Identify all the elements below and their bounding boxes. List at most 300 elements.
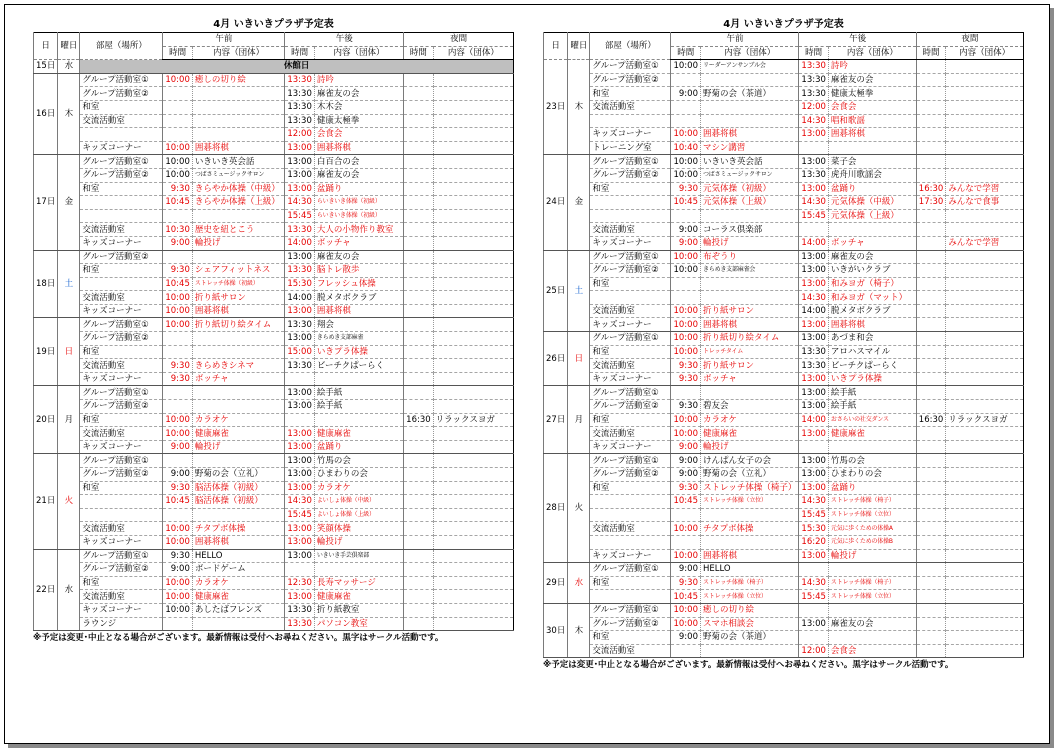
room-cell [590,114,671,128]
room-cell [80,128,163,142]
time-cell [916,128,946,142]
event-cell [433,563,513,577]
time-cell [916,264,946,278]
event-cell: 折り紙教室 [314,603,403,617]
weekday-cell: 木 [58,73,80,155]
table-row [544,168,1024,182]
room-cell: グループ活動室② [590,400,671,414]
time-header: 時間 [404,46,434,60]
event-cell: ボッチャ [828,236,916,250]
event-cell [192,345,285,359]
time-cell: 14:00 [799,413,829,427]
time-cell: 10:00 [163,155,193,169]
table-row [544,603,1024,617]
sheet-title: 4月 いきいきプラザ予定表 [723,19,844,30]
table-row [544,100,1024,114]
time-cell: 13:00 [285,332,315,346]
table-row [544,617,1024,631]
event-cell [433,481,513,495]
time-cell: 14:00 [285,236,315,250]
event-cell: 木木会 [314,100,403,114]
table-row [34,495,514,509]
event-cell: 折り紙切り絵タイム [700,332,798,346]
table-row [544,141,1024,155]
time-cell [916,155,946,169]
room-cell [590,196,671,210]
time-cell: 13:00 [285,250,315,264]
table-row [34,168,514,182]
am-header: 午前 [163,33,285,47]
room-cell: 和室 [590,481,671,495]
room-cell: ラウンジ [80,617,163,631]
event-cell: 絵手紙 [828,400,916,414]
event-cell [946,563,1024,577]
event-cell [946,318,1024,332]
time-cell: 10:40 [671,141,701,155]
event-cell [946,549,1024,563]
event-cell: 囲碁将棋 [700,128,798,142]
room-cell: グループ活動室① [590,60,671,74]
time-cell: 10:00 [671,168,701,182]
table-row [544,264,1024,278]
day-cell: 17日 [34,155,58,250]
event-cell: 健康麻雀 [192,427,285,441]
time-cell [916,603,946,617]
time-cell [404,345,434,359]
event-cell: 笑顔体操 [314,522,403,536]
time-cell [916,372,946,386]
time-cell [404,590,434,604]
table-row [544,250,1024,264]
time-cell [404,576,434,590]
table-row [544,318,1024,332]
room-cell: グループ活動室① [590,155,671,169]
event-cell: 癒しの切り絵 [700,603,798,617]
time-cell: 9:30 [163,264,193,278]
event-cell [192,332,285,346]
time-cell [671,100,701,114]
room-cell: 交流活動室 [80,590,163,604]
event-cell [433,87,513,101]
table-row [544,196,1024,210]
time-cell: 13:00 [285,182,315,196]
table-row [34,250,514,264]
event-cell [946,264,1024,278]
event-cell [433,304,513,318]
day-cell: 25日 [544,250,568,332]
event-cell [946,345,1024,359]
time-cell [916,386,946,400]
room-cell: 交流活動室 [590,644,671,658]
room-cell: 交流活動室 [590,427,671,441]
event-cell [433,291,513,305]
event-cell [946,291,1024,305]
time-cell [404,440,434,454]
time-cell [916,60,946,74]
day-cell: 16日 [34,73,58,155]
event-cell: ストレッチ体操（立位） [700,495,798,509]
event-cell: トレッチタイム [700,345,798,359]
room-cell: グループ活動室① [80,318,163,332]
time-cell: 13:30 [285,264,315,278]
event-cell [433,372,513,386]
room-cell: 和室 [80,481,163,495]
footnote: ※予定は変更･中止となる場合がございます。最新情報は受付へお尋ねください。黒字はサークル活動です。 [543,660,954,671]
event-cell [192,100,285,114]
table-row [34,345,514,359]
time-cell: 10:00 [163,318,193,332]
time-cell [285,413,315,427]
time-cell: 13:00 [799,155,829,169]
event-cell: 唱和歌謡 [828,114,916,128]
event-cell [433,128,513,142]
event-cell: 野菊の会（茶道） [700,631,798,645]
event-cell: 脱メタボクラブ [314,291,403,305]
event-cell [192,250,285,264]
time-cell: 14:30 [799,196,829,210]
table-row [34,196,514,210]
room-cell: キッズコーナー [80,372,163,386]
event-cell: 元気体操（上級） [700,196,798,210]
event-cell: らいきいき体操（初級） [314,196,403,210]
time-cell: 13:30 [285,617,315,631]
room-cell: キッズコーナー [590,549,671,563]
event-cell [314,372,403,386]
room-cell: 和室 [590,87,671,101]
room-cell: 交流活動室 [590,223,671,237]
schedule-table [543,32,1024,658]
event-cell: リラックスヨガ [946,413,1024,427]
event-cell: 詩吟 [828,60,916,74]
day-cell: 22日 [34,549,58,631]
table-row [34,264,514,278]
time-cell: 10:00 [671,345,701,359]
time-cell: 9:00 [671,563,701,577]
time-cell [916,209,946,223]
event-cell: ストレッチ体操（立位） [828,590,916,604]
time-cell [404,128,434,142]
time-cell [163,250,193,264]
event-cell [433,468,513,482]
time-cell [163,114,193,128]
time-cell [404,454,434,468]
event-cell: コーラス倶楽部 [700,223,798,237]
time-cell: 13:00 [799,277,829,291]
time-cell [404,100,434,114]
time-cell: 10:00 [163,590,193,604]
time-cell [404,386,434,400]
table-row [34,60,514,74]
weekday-header: 曜日 [568,33,590,60]
event-cell: いきいき英会話 [192,155,285,169]
room-cell: 和室 [590,277,671,291]
time-cell: 10:45 [671,495,701,509]
event-cell [433,114,513,128]
pm-header: 午後 [285,33,404,47]
time-cell [404,155,434,169]
event-cell: 白百合の会 [314,155,403,169]
pm-header: 午後 [799,33,916,47]
time-header: 時間 [799,46,829,60]
time-cell [163,332,193,346]
time-cell [916,454,946,468]
room-cell: 交流活動室 [80,427,163,441]
weekday-cell: 土 [58,250,80,318]
table-row [34,182,514,196]
table-row [34,603,514,617]
time-cell: 9:00 [671,454,701,468]
table-row [544,359,1024,373]
time-cell: 14:00 [799,236,829,250]
time-cell: 13:00 [285,549,315,563]
time-cell: 13:00 [799,128,829,142]
event-cell [433,236,513,250]
time-cell [671,386,701,400]
table-row [544,291,1024,305]
event-cell [700,291,798,305]
table-row [544,563,1024,577]
event-cell [946,535,1024,549]
time-cell: 10:00 [671,427,701,441]
room-cell: 和室 [80,413,163,427]
room-cell: グループ活動室② [80,563,163,577]
table-row [34,277,514,291]
time-cell [404,400,434,414]
time-cell [916,332,946,346]
time-cell: 9:00 [671,468,701,482]
table-row [34,114,514,128]
room-cell [590,535,671,549]
time-cell: 16:20 [799,535,829,549]
event-cell [433,345,513,359]
time-cell [799,141,829,155]
event-cell: 翔会 [314,318,403,332]
time-cell [799,440,829,454]
time-cell: 9:30 [163,182,193,196]
event-cell: 元気体操（中級） [828,196,916,210]
time-cell [404,522,434,536]
event-cell [433,454,513,468]
event-cell [946,603,1024,617]
schedule-sheet-left [33,18,514,645]
time-cell: 13:30 [799,345,829,359]
time-cell: 13:00 [285,535,315,549]
time-cell: 13:30 [799,87,829,101]
table-row [34,508,514,522]
time-cell [916,168,946,182]
table-row [34,563,514,577]
header-row [34,33,514,47]
time-cell: 13:00 [285,468,315,482]
event-cell [433,332,513,346]
time-cell [916,563,946,577]
time-cell: 13:00 [285,440,315,454]
table-row [34,427,514,441]
room-cell: グループ活動室② [590,168,671,182]
table-row [34,291,514,305]
table-row [34,359,514,373]
time-cell: 13:00 [285,427,315,441]
room-cell [590,291,671,305]
time-cell [404,304,434,318]
time-cell: 13:00 [799,250,829,264]
room-cell: 和室 [80,264,163,278]
room-cell: 和室 [590,345,671,359]
event-cell: ストレッチ体操（椅子） [828,495,916,509]
time-cell: 13:00 [285,400,315,414]
table-row [34,590,514,604]
table-row [34,481,514,495]
time-cell: 10:45 [163,495,193,509]
event-cell: フレッシュ体操 [314,277,403,291]
day-cell: 18日 [34,250,58,318]
room-cell: キッズコーナー [80,236,163,250]
time-cell [916,141,946,155]
time-cell [916,495,946,509]
event-cell [433,141,513,155]
event-cell: 盆踊り [314,182,403,196]
room-cell [80,277,163,291]
room-cell: グループ活動室② [590,73,671,87]
event-cell: ボードゲーム [192,563,285,577]
time-cell: 14:30 [799,291,829,305]
table-row [544,481,1024,495]
time-cell: 13:00 [799,549,829,563]
event-cell: けんぱん女子の会 [700,454,798,468]
event-cell: 折り紙切り絵タイム [192,318,285,332]
weekday-header: 曜日 [58,33,80,60]
room-header: 部屋（場所） [590,33,671,60]
event-cell: きらめき支部麻雀会 [700,264,798,278]
event-cell: 長寿マッサージ [314,576,403,590]
event-cell: きらめき支部麻雀 [314,332,403,346]
time-cell: 10:00 [671,617,701,631]
time-cell [916,250,946,264]
time-cell: 10:00 [163,73,193,87]
table-row [34,440,514,454]
time-cell: 10:00 [671,413,701,427]
time-cell [671,114,701,128]
event-cell: いきプラ体操 [828,372,916,386]
day-cell: 15日 [34,60,58,74]
time-cell: 10:00 [671,128,701,142]
event-cell: 囲碁将棋 [700,549,798,563]
event-cell [946,304,1024,318]
room-cell [80,508,163,522]
event-cell [700,100,798,114]
time-cell [404,250,434,264]
time-cell: 13:30 [285,73,315,87]
table-row [544,549,1024,563]
weekday-cell: 水 [568,563,590,604]
time-cell: 13:30 [285,359,315,373]
table-row [544,372,1024,386]
event-cell [946,468,1024,482]
event-cell: ボッチャ [700,372,798,386]
content-header: 内容（団体） [433,46,513,60]
weekday-cell: 月 [568,386,590,454]
event-cell [946,644,1024,658]
event-cell: 盆踊り [314,440,403,454]
time-cell [404,427,434,441]
event-cell [946,427,1024,441]
time-cell [163,345,193,359]
day-cell: 20日 [34,386,58,454]
room-cell: グループ活動室② [590,617,671,631]
time-cell: 16:30 [916,413,946,427]
room-cell: グループ活動室② [590,264,671,278]
event-cell: きらめきシネマ [192,359,285,373]
table-row [34,617,514,631]
event-cell: 元気に歩くための体操A [828,522,916,536]
event-cell: 健康麻雀 [314,427,403,441]
time-cell [916,644,946,658]
event-cell: 虎舟川歌謡会 [828,168,916,182]
time-cell: 9:30 [671,359,701,373]
time-cell: 9:00 [671,440,701,454]
time-cell: 13:30 [285,100,315,114]
table-row [34,549,514,563]
table-row [544,413,1024,427]
table-row [544,182,1024,196]
room-cell: キッズコーナー [590,440,671,454]
time-cell [404,332,434,346]
weekday-cell: 日 [568,332,590,386]
event-cell: 元気体操（上級） [828,209,916,223]
table-row [544,590,1024,604]
table-row [34,155,514,169]
room-cell: グループ活動室① [590,563,671,577]
time-cell [916,508,946,522]
table-row [544,128,1024,142]
event-cell: チタプボ体操 [192,522,285,536]
day-header: 日 [544,33,568,60]
event-cell: 盆踊り [828,182,916,196]
event-cell [946,250,1024,264]
event-cell [433,535,513,549]
event-cell: 和みヨガ（マット） [828,291,916,305]
weekday-cell: 木 [568,60,590,155]
event-cell: あしたばフレンズ [192,603,285,617]
day-cell: 29日 [544,563,568,604]
weekday-cell: 月 [58,386,80,454]
room-cell: 和室 [80,576,163,590]
time-cell [916,73,946,87]
event-cell: パソコン教室 [314,617,403,631]
table-row [544,304,1024,318]
table-row [544,114,1024,128]
event-cell [946,168,1024,182]
time-cell [916,87,946,101]
time-header: 時間 [285,46,315,60]
event-cell: 癒しの切り絵 [192,73,285,87]
table-row [544,223,1024,237]
room-cell: 和室 [590,631,671,645]
time-cell: 10:00 [671,304,701,318]
event-cell: 折り紙サロン [700,304,798,318]
time-cell: 15:45 [799,590,829,604]
room-cell: トレーニング室 [590,141,671,155]
time-cell: 13:00 [799,454,829,468]
room-cell: 交流活動室 [80,114,163,128]
event-cell [946,522,1024,536]
room-cell: 交流活動室 [80,223,163,237]
time-cell: 13:00 [285,304,315,318]
event-cell: HELLO [192,549,285,563]
time-cell: 9:30 [671,481,701,495]
time-cell [916,440,946,454]
time-cell: 13:00 [799,400,829,414]
